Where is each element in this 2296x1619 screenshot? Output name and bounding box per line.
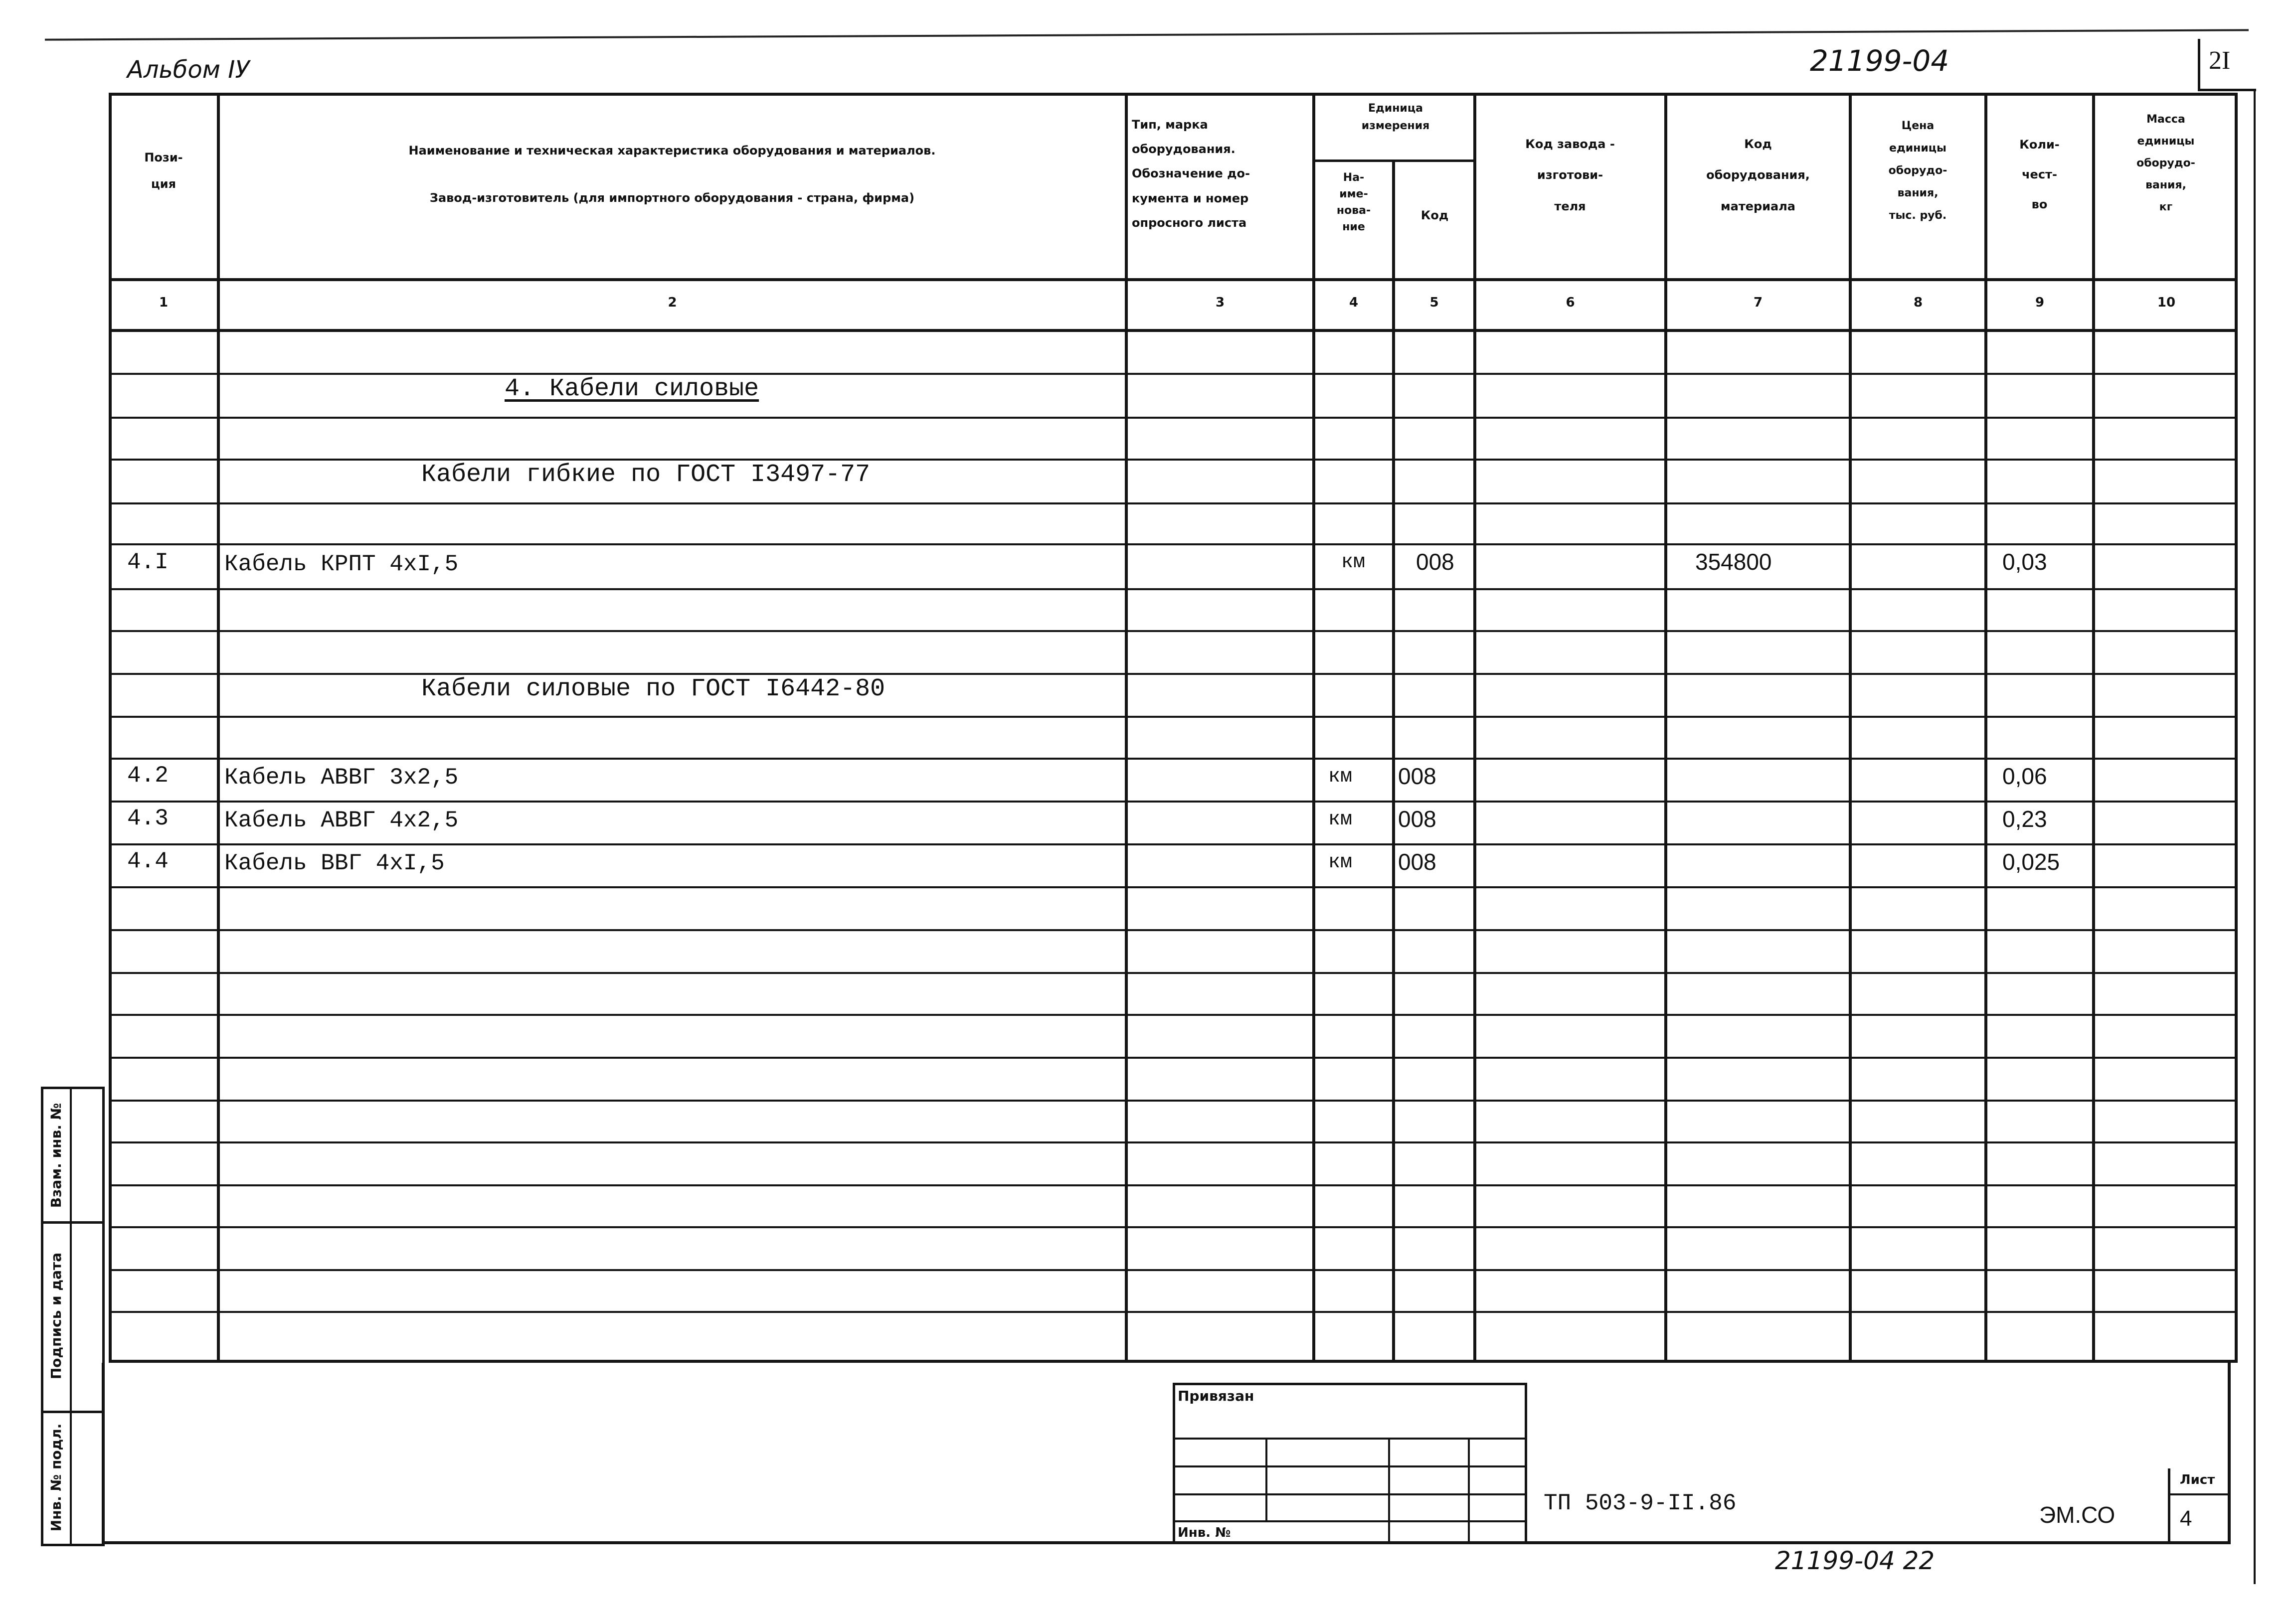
subsection-flexible: Кабели гибкие по ГОСТ I3497-77 (421, 461, 871, 489)
row-1-qty: 0,03 (2002, 549, 2047, 575)
section-title-text: 4. Кабели силовые (505, 375, 759, 403)
col-num-6: 6 (1566, 295, 1575, 310)
row-2-pos: 4.2 (127, 763, 169, 789)
col-header-unit-code: Код (1420, 208, 1449, 222)
col-header-price: Цена единицы оборудо- вания, тыс. руб. (1888, 120, 1947, 222)
row-3-name: Кабель АВВГ 4х2,5 (224, 808, 459, 833)
col-num-5: 5 (1429, 295, 1439, 310)
col-num-8: 8 (1913, 295, 1923, 310)
row-1-equip: 354800 (1695, 549, 1772, 575)
row-4-unit: км (1328, 851, 1353, 874)
row-3-pos: 4.3 (127, 806, 169, 831)
col-num-4: 4 (1349, 295, 1359, 310)
designation: ТП 503-9-II.86 (1544, 1490, 1737, 1516)
top-rule (45, 29, 2249, 40)
col-header-name-line1: Наименование и техническая характеристика оборудования и материалов. (408, 144, 936, 158)
col-header-name-line2: Завод-изготовитель (для импортного оборудования - страна, фирма) (429, 191, 915, 205)
col-num-9: 9 (2035, 295, 2045, 310)
row-4-pos: 4.4 (127, 848, 169, 874)
row-2-unit: км (1328, 766, 1353, 788)
col-header-type: Тип, марка оборудования. Обозначение до- кумента и номер опросного листа (1132, 118, 1250, 230)
doc-number-top: 21199-04 (1810, 44, 1949, 78)
col-header-qty: Коли- чест- во (2019, 138, 2060, 211)
row-1-code: 008 (1416, 549, 1454, 575)
col-header-unit-name: На- име- нова- ние (1336, 171, 1371, 233)
row-1-name: Кабель КРПТ 4хI,5 (224, 551, 459, 577)
sheet-label: Лист (2180, 1472, 2215, 1487)
row-3-qty: 0,23 (2002, 806, 2047, 832)
col-num-7: 7 (1753, 295, 1763, 310)
col-header-maker-code: Код завода - изготови- теля (1525, 137, 1615, 213)
attached-label: Привязан (1178, 1388, 1254, 1404)
row-1-pos: 4.I (127, 549, 169, 575)
row-1-unit: км (1341, 551, 1366, 574)
col-header-equip-code: Код оборудования, материала (1706, 137, 1810, 213)
row-4-code: 008 (1398, 849, 1436, 875)
row-3-code: 008 (1398, 806, 1436, 832)
row-3-unit: км (1328, 809, 1353, 831)
inv-label: Инв. № (1178, 1525, 1231, 1540)
col-header-mass: Масса единицы оборудо- вания, кг (2136, 113, 2195, 213)
spec-table-frame (109, 93, 2238, 1363)
row-2-code: 008 (1398, 763, 1436, 789)
side-label-sign-date: Подпись и дата (48, 1252, 64, 1380)
row-2-qty: 0,06 (2002, 763, 2047, 789)
row-2-name: Кабель АВВГ 3х2,5 (224, 765, 459, 791)
col-num-1: 1 (159, 295, 169, 310)
row-4-name: Кабель ВВГ 4хI,5 (224, 850, 445, 876)
album-label: Альбом IУ (127, 56, 250, 84)
doc-code: ЭМ.СО (2039, 1502, 2116, 1528)
side-label-inv-orig: Инв. № подл. (48, 1423, 64, 1532)
section-title (505, 375, 759, 403)
subsection-power: Кабели силовые по ГОСТ I6442-80 (421, 675, 885, 703)
side-label-inv-no: Взам. инв. № (48, 1103, 64, 1208)
page-number: 2I (2209, 46, 2231, 75)
col-num-2: 2 (668, 295, 677, 310)
row-4-qty: 0,025 (2002, 849, 2060, 875)
col-num-10: 10 (2157, 295, 2176, 310)
col-num-3: 3 (1215, 295, 1225, 310)
doc-number-bottom: 21199-04 22 (1775, 1546, 1935, 1575)
col-header-pos: Пози- ция (144, 151, 183, 191)
sheet-number: 4 (2180, 1506, 2192, 1531)
col-header-unit: Единица измерения (1361, 102, 1430, 133)
